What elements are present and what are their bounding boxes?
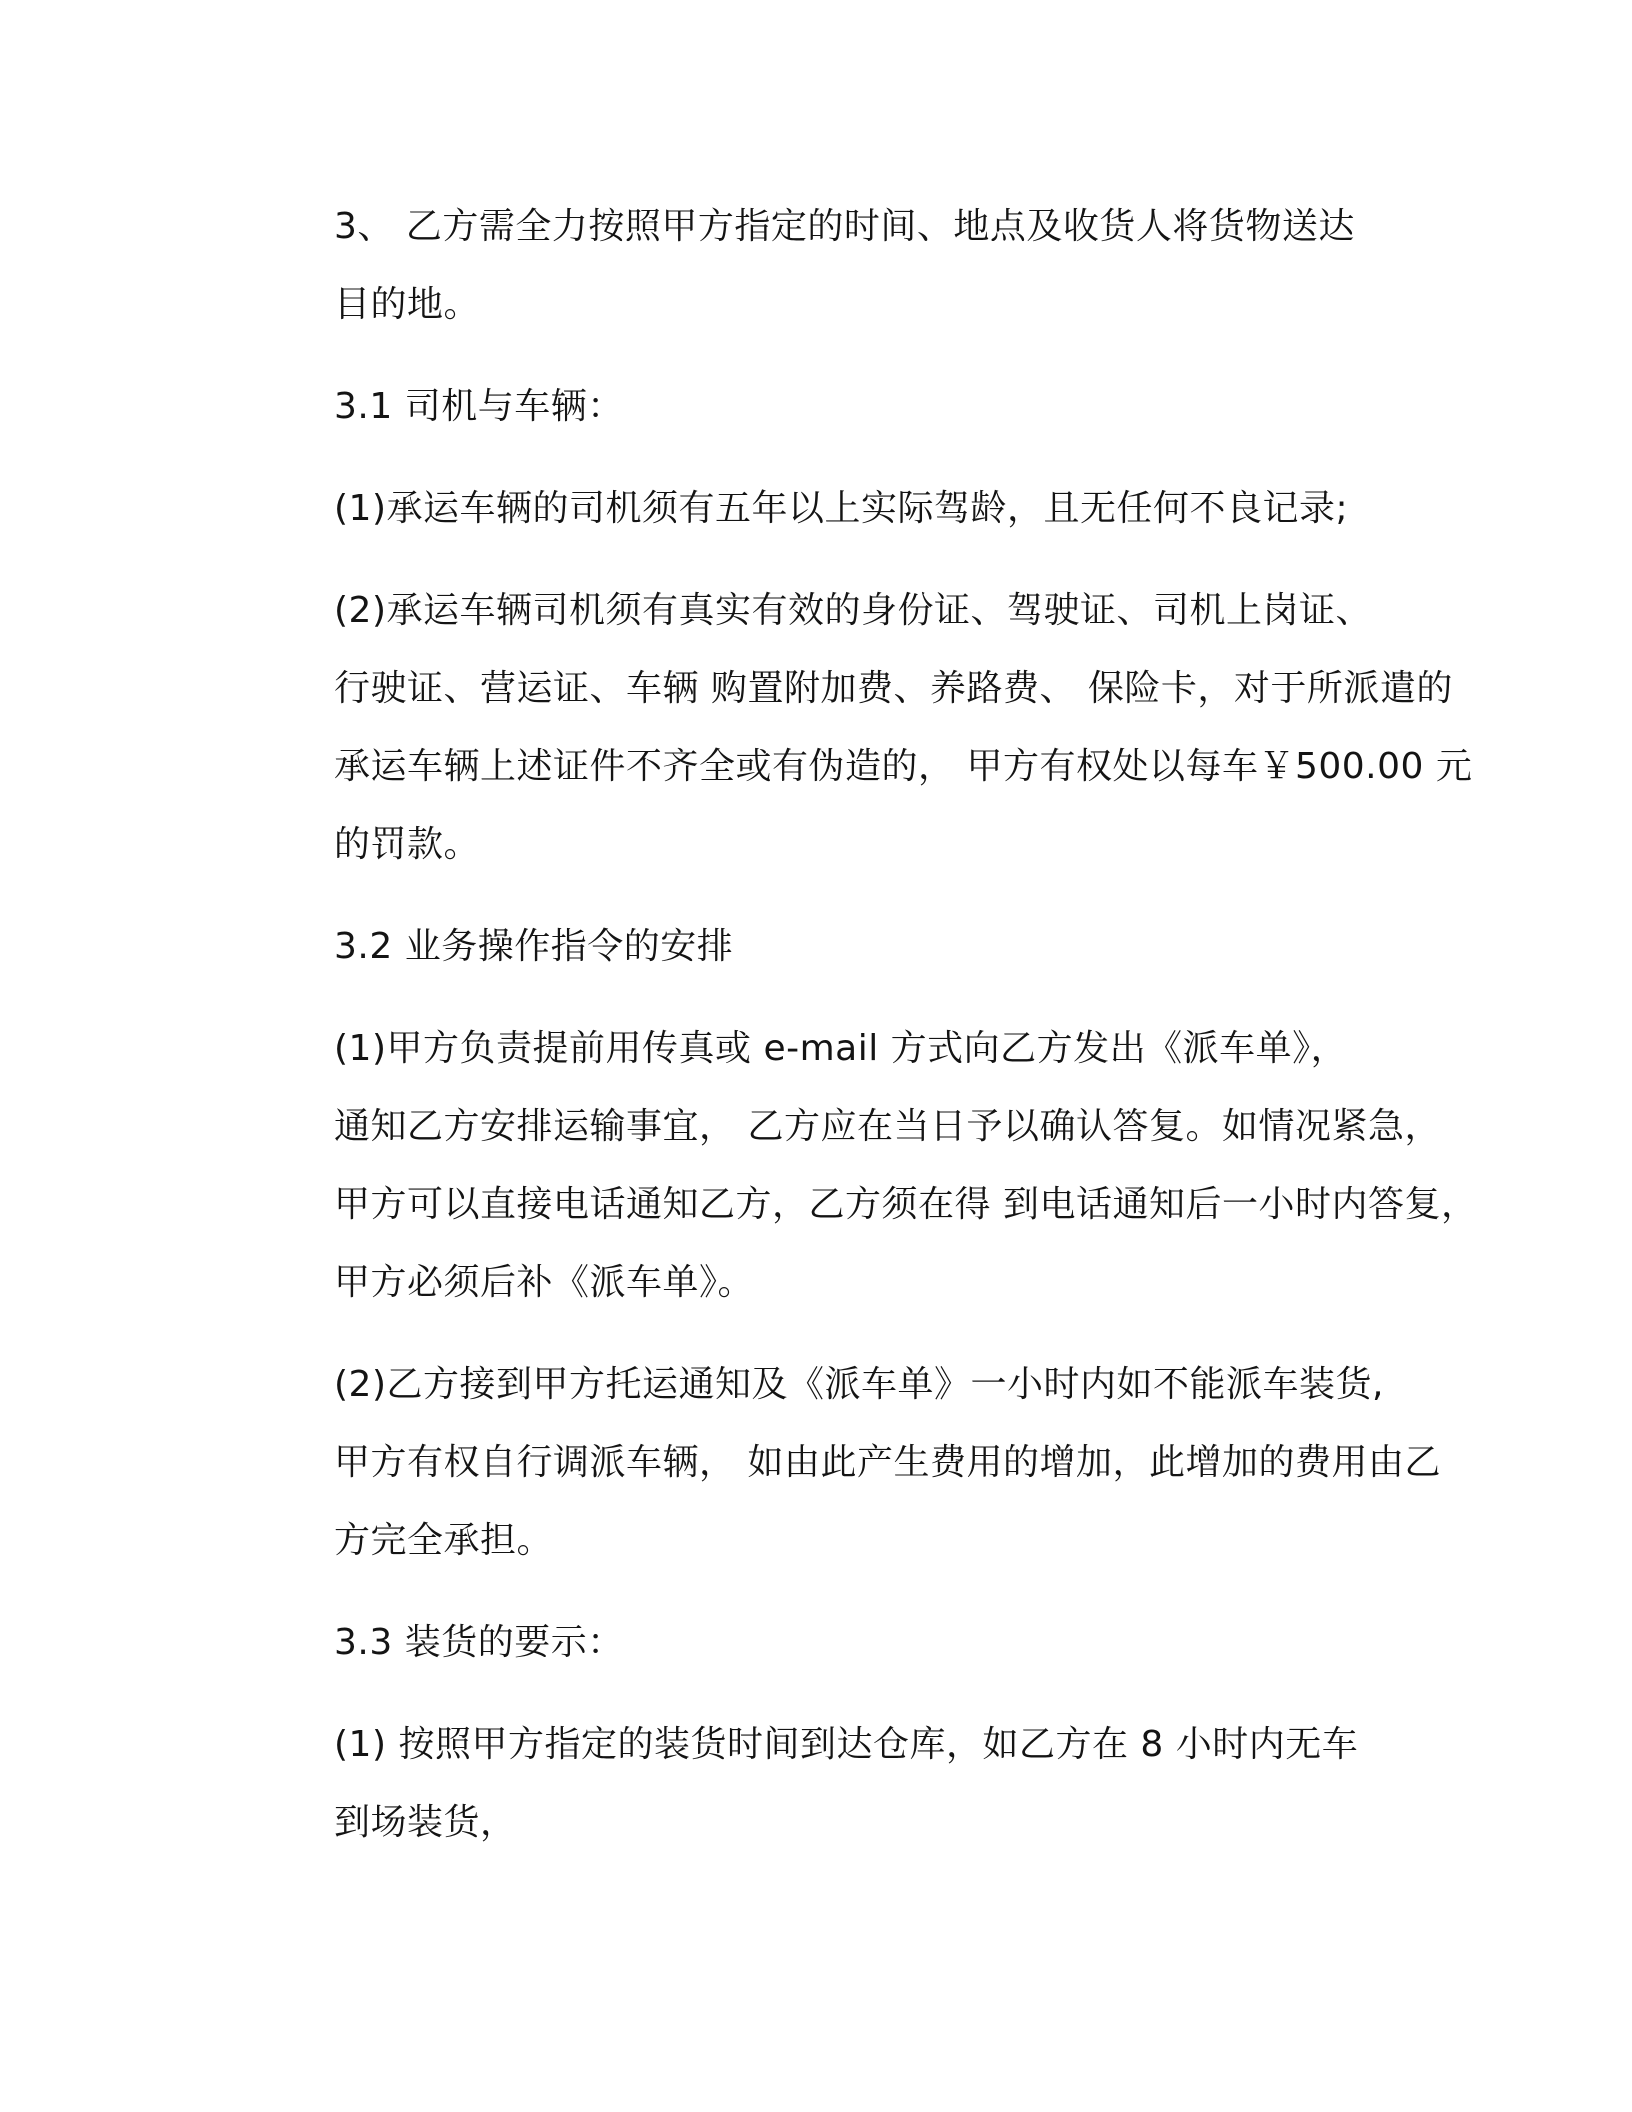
text-line: 甲方可以直接电话通知乙方，乙方须在得 到电话通知后一小时内答复， — [334, 1184, 1478, 1225]
document-body — [240, 188, 1478, 1862]
text-line: 3.1 司机与车辆： — [334, 386, 624, 427]
paragraph-3-3-item-1 — [240, 1706, 1400, 1862]
paragraph-3-2-item-1 — [240, 1010, 1478, 1322]
heading-3-1 — [240, 368, 1400, 446]
text-line: (1)承运车辆的司机须有五年以上实际驾龄，且无任何不良记录; — [334, 488, 1349, 529]
text-line: 甲方必须后补《派车单》。 — [334, 1262, 755, 1303]
text-line: 方完全承担。 — [334, 1520, 554, 1561]
text-line: 的罚款。 — [334, 824, 481, 865]
text-line: 3.3 装货的要示： — [334, 1622, 624, 1663]
text-line: 承运车辆上述证件不齐全或有伪造的， 甲方有权处以每车￥500.00 元 — [334, 746, 1473, 787]
text-line: (1)甲方负责提前用传真或 e-mail 方式向乙方发出《派车单》， — [334, 1028, 1348, 1069]
text-line: 到场装货， — [334, 1802, 517, 1843]
text-line: 行驶证、营运证、车辆 购置附加费、养路费、 保险卡，对于所派遣的 — [334, 668, 1453, 709]
text-line: 目的地。 — [334, 284, 481, 325]
text-line: 甲方有权自行调派车辆， 如由此产生费用的增加，此增加的费用由乙 — [334, 1442, 1441, 1483]
text-line: (2)乙方接到甲方托运通知及《派车单》一小时内如不能派车装货, — [334, 1364, 1384, 1405]
heading-3-3 — [240, 1604, 1400, 1682]
paragraph-3-1-item-2 — [240, 572, 1473, 884]
heading-3-2 — [240, 908, 1400, 986]
text-line: (1) 按照甲方指定的装货时间到达仓库，如乙方在 8 小时内无车 — [334, 1724, 1359, 1765]
paragraph-3-2-item-2 — [240, 1346, 1441, 1580]
paragraph-section-3 — [240, 188, 1400, 344]
text-line: 3、 乙方需全力按照甲方指定的时间、地点及收货人将货物送达 — [334, 206, 1355, 247]
text-line: 3.2 业务操作指令的安排 — [334, 926, 734, 967]
paragraph-3-1-item-1 — [240, 470, 1400, 548]
text-line: 通知乙方安排运输事宜， 乙方应在当日予以确认答复。如情况紧急， — [334, 1106, 1441, 1147]
text-line: (2)承运车辆司机须有真实有效的身份证、驾驶证、司机上岗证、 — [334, 590, 1372, 631]
